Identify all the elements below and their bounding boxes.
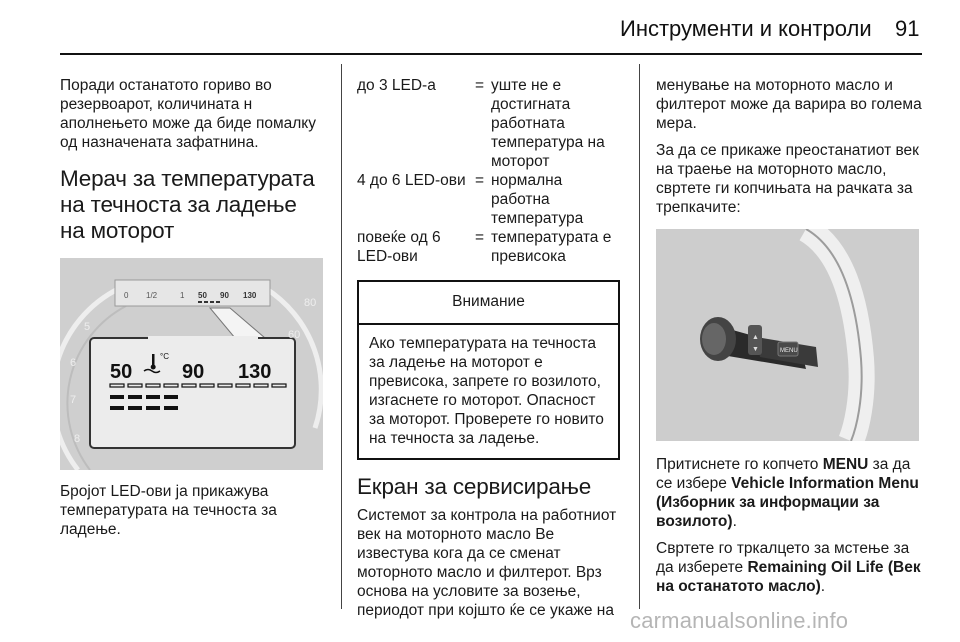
vehicle-info-menu-bold: Vehicle Information Menu (Изборник за информации за возилото) bbox=[656, 475, 919, 530]
meaning-cell: температурата е превисока bbox=[491, 229, 612, 265]
service-display-heading: Екран за сервисирање bbox=[357, 474, 592, 499]
led-count-paragraph: Бројот LED-ови ја прикажува температурата на течноста за ладење. bbox=[60, 483, 277, 538]
turn-stalk-paragraph: За да се прикаже преостанатиот век на траење на моторното масло, свртете ги копчињата на рачката за трепкачите: bbox=[656, 142, 919, 216]
dial-number-60: 60 bbox=[288, 329, 301, 341]
led-count-cell: 4 до 6 LED-ови bbox=[357, 172, 466, 189]
table-row bbox=[357, 171, 623, 228]
meaning-cell: нормална работна температура bbox=[491, 172, 584, 227]
column-divider-2 bbox=[639, 64, 640, 609]
dial-number-7: 7 bbox=[70, 394, 77, 406]
equals-cell: = bbox=[475, 229, 485, 246]
page-number: 91 bbox=[895, 16, 920, 41]
dial-number-5: 5 bbox=[84, 321, 91, 333]
oil-life-paragraph: Системот за контрола на работниот век на моторното масло Ве известува кога да се сменат моторното масло и филтерот. Врз основа на условите за возење, периодот при којшто ќе се укаже на bbox=[357, 507, 617, 619]
svg-text:▲: ▲ bbox=[752, 334, 759, 341]
turn-wheel-paragraph: Свртете го тркалцето за мстење за да изберете Remaining Oil Life (Век на останатото масло). bbox=[656, 540, 921, 595]
turn-signal-stalk-illustration bbox=[656, 229, 919, 441]
coolant-gauge-heading: Мерач за температурата на течноста за ладење на моторот bbox=[60, 166, 315, 243]
svg-text:°C: °C bbox=[160, 352, 169, 361]
oil-change-paragraph: менување на моторното масло и филтерот може да варира во голема мера. bbox=[656, 77, 922, 132]
equals-cell: = bbox=[475, 172, 485, 189]
meaning-cell: уште не е достигната работната температура на моторот bbox=[491, 77, 605, 170]
dial-number-8: 8 bbox=[74, 433, 81, 445]
big-scale-130: 130 bbox=[238, 361, 272, 383]
caution-title: Внимание bbox=[359, 282, 618, 325]
small-scale-50: 50 bbox=[198, 291, 207, 300]
menu-button-label: MENU bbox=[780, 348, 798, 354]
small-scale-0: 0 bbox=[124, 291, 129, 300]
column-2 bbox=[357, 76, 627, 628]
instrument-cluster-illustration bbox=[60, 258, 323, 470]
column-divider-1 bbox=[341, 64, 342, 609]
table-row bbox=[357, 228, 623, 266]
small-scale-130: 130 bbox=[243, 291, 257, 300]
caution-box bbox=[357, 280, 620, 460]
caution-body: Ако температурата на течноста за ладење на моторот е превисока, запрете го возилото, изгаснете го моторот. Опасност за моторот. Проверете го новито на течноста за ладење. bbox=[369, 335, 604, 447]
table-row bbox=[357, 76, 623, 171]
small-scale-90: 90 bbox=[220, 291, 229, 300]
column-1 bbox=[60, 76, 325, 547]
dial-number-6: 6 bbox=[70, 357, 77, 369]
big-scale-50: 50 bbox=[110, 361, 133, 383]
coolant-gauge-figure bbox=[60, 258, 323, 470]
led-count-cell: до 3 LED-а bbox=[357, 77, 436, 94]
svg-text:▼: ▼ bbox=[752, 346, 759, 353]
turn-signal-stalk-figure bbox=[656, 229, 919, 441]
small-scale-1: 1 bbox=[180, 291, 185, 300]
led-count-cell: повеќе од 6 LED-ови bbox=[357, 229, 441, 265]
small-scale-half: 1/2 bbox=[146, 291, 158, 300]
remaining-oil-life-bold: Remaining Oil Life (Век на останатото масло) bbox=[656, 559, 921, 595]
menu-bold: MENU bbox=[822, 456, 869, 473]
fuel-paragraph: Поради останатото гориво во резервоарот, количината н аполнењето може да биде помалку од назначената зафатнина. bbox=[60, 77, 316, 151]
header-rule bbox=[60, 53, 922, 55]
dial-number-80: 80 bbox=[304, 297, 317, 309]
temperature-led-table bbox=[357, 76, 623, 266]
big-scale-90: 90 bbox=[182, 361, 205, 383]
column-3 bbox=[656, 76, 922, 604]
watermark: carmanualsonline.info bbox=[630, 608, 849, 633]
press-menu-paragraph: Притиснете го копчето MENU за да се избере Vehicle Information Menu (Изборник за информации за возилото). bbox=[656, 456, 919, 530]
equals-cell: = bbox=[475, 77, 485, 94]
page-header-title: Инструменти и контроли bbox=[620, 16, 872, 41]
